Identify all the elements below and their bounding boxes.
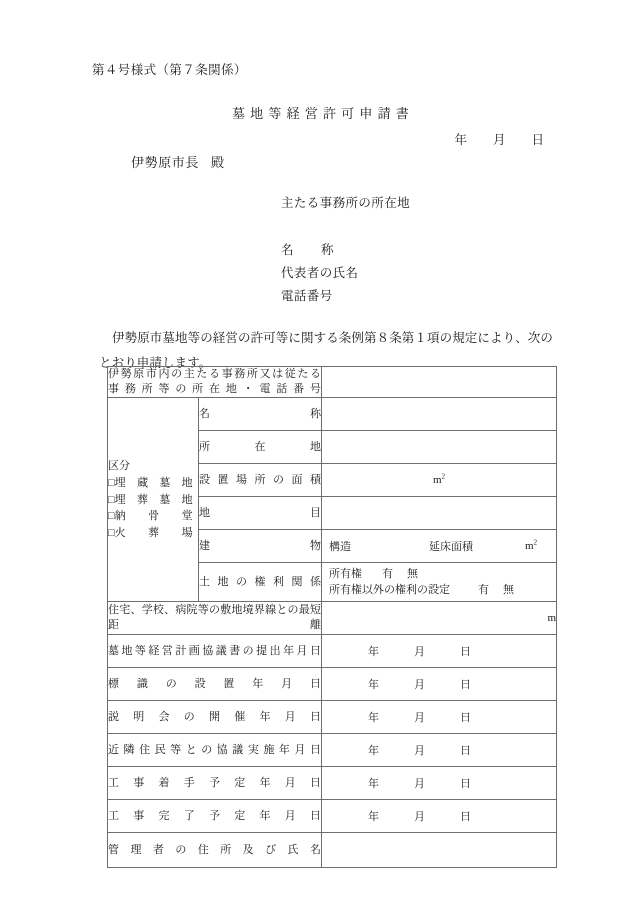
resident-consult-date-label-cell xyxy=(108,734,322,767)
header-date-day: 日 xyxy=(531,133,544,147)
building-label: 建物 xyxy=(199,539,321,552)
ymd-month: 月 xyxy=(414,679,425,691)
ymd-fields xyxy=(322,709,556,725)
ymd-day: 日 xyxy=(460,679,471,691)
sign-install-date-value-cell[interactable] xyxy=(322,668,557,701)
intro-paragraph: 伊勢原市墓地等の経営の許可等に関する条例第８条第１項の規定により、次のとおり申請します。 xyxy=(99,330,554,370)
ownership-yes[interactable]: 有 xyxy=(382,568,393,580)
location-value-cell[interactable] xyxy=(322,431,557,464)
building-label-cell xyxy=(199,530,322,563)
kubun-option-label: 埋葬墓地 xyxy=(114,493,193,506)
min-distance-unit: m xyxy=(547,611,556,624)
construction-end-date-value-cell[interactable] xyxy=(322,800,557,833)
building-floor-area-label: 延床面積 xyxy=(429,541,473,553)
table-row-construction-end-date xyxy=(108,800,557,833)
briefing-date-label-cell xyxy=(108,701,322,734)
checkbox-icon[interactable]: □ xyxy=(108,526,115,539)
building-unit-superscript: 2 xyxy=(533,539,537,547)
ymd-fields xyxy=(322,775,556,791)
table-row-sign-install-date xyxy=(108,668,557,701)
ymd-day: 日 xyxy=(460,646,471,658)
applicant-name-label-part2: 称 xyxy=(321,243,334,257)
min-distance-value-cell[interactable] xyxy=(322,602,557,635)
table-row-min-distance xyxy=(108,602,557,635)
ymd-month: 月 xyxy=(414,712,425,724)
ymd-month: 月 xyxy=(414,778,425,790)
sign-install-date-label-cell xyxy=(108,668,322,701)
kubun-option-noukotsudou[interactable] xyxy=(108,508,198,525)
land-category-label-cell xyxy=(199,497,322,530)
ownership-label: 所有権 xyxy=(329,568,362,580)
manager-label: 管理者の住所及び氏名 xyxy=(108,843,321,856)
area-label: 設置場所の面積 xyxy=(199,473,321,486)
land-rights-label-cell xyxy=(199,563,322,602)
kubun-option-maizou-bochi[interactable] xyxy=(108,475,198,492)
building-unit-text: m xyxy=(525,540,534,552)
applicant-name-label xyxy=(281,239,410,262)
land-rights-options xyxy=(322,566,556,598)
ymd-day: 日 xyxy=(460,712,471,724)
name-label: 名称 xyxy=(199,407,321,420)
applicant-name-label-part1: 名 xyxy=(281,243,294,257)
name-label-cell xyxy=(199,398,322,431)
construction-start-date-label-cell xyxy=(108,767,322,800)
plan-submission-date-label-cell xyxy=(108,635,322,668)
land-rights-value-cell[interactable] xyxy=(322,563,557,602)
plan-submission-date-label: 墓地等経営計画協議書の提出年月日 xyxy=(108,644,321,657)
table-row-construction-start-date xyxy=(108,767,557,800)
ymd-month: 月 xyxy=(414,811,425,823)
ymd-year: 年 xyxy=(368,811,379,823)
building-fields xyxy=(322,538,556,554)
header-date-month: 月 xyxy=(492,133,506,147)
construction-end-date-label-cell xyxy=(108,800,322,833)
kubun-option-kasouba[interactable] xyxy=(108,525,198,542)
applicant-phone-label: 電話番号 xyxy=(281,289,333,303)
briefing-date-value-cell[interactable] xyxy=(322,701,557,734)
ymd-year: 年 xyxy=(368,646,379,658)
table-row-name xyxy=(108,398,557,431)
addressee-name: 伊勢原市長 xyxy=(131,155,200,170)
other-rights-label: 所有権以外の権利の設定 xyxy=(329,584,450,596)
ymd-year: 年 xyxy=(368,679,379,691)
resident-consult-date-label: 近隣住民等との協議実施年月日 xyxy=(108,743,321,756)
kubun-heading: 区分 xyxy=(108,459,130,472)
ymd-month: 月 xyxy=(414,646,425,658)
header-date-year: 年 xyxy=(454,133,467,147)
ymd-month: 月 xyxy=(414,745,425,757)
ymd-year: 年 xyxy=(368,712,379,724)
ymd-year: 年 xyxy=(368,778,379,790)
ymd-year: 年 xyxy=(368,745,379,757)
location-label-cell xyxy=(199,431,322,464)
area-label-cell xyxy=(199,464,322,497)
kubun-option-label: 埋蔵墓地 xyxy=(114,477,193,490)
ymd-fields xyxy=(322,742,556,758)
office-address-label-cell xyxy=(108,367,322,398)
checkbox-icon[interactable]: □ xyxy=(108,510,115,523)
sign-install-date-label: 標識の設置年月日 xyxy=(108,677,321,690)
ymd-day: 日 xyxy=(460,811,471,823)
building-unit xyxy=(525,540,549,552)
name-value-cell[interactable] xyxy=(322,398,557,431)
min-distance-label-cell xyxy=(108,602,322,635)
applicant-representative-label: 代表者の氏名 xyxy=(281,266,359,280)
ymd-day: 日 xyxy=(460,745,471,757)
building-structure-label: 構造 xyxy=(329,541,351,553)
resident-consult-date-value-cell[interactable] xyxy=(322,734,557,767)
ymd-fields xyxy=(322,676,556,692)
land-rights-label: 土地の権利関係 xyxy=(199,575,321,588)
land-rights-line-other xyxy=(329,582,549,598)
area-unit-superscript: 2 xyxy=(441,472,445,480)
other-rights-no[interactable]: 無 xyxy=(503,584,514,596)
min-distance-label: 住宅、学校、病院等の敷地境界線との最短距離 xyxy=(108,604,321,631)
ownership-no[interactable]: 無 xyxy=(407,568,418,580)
office-address-label-line1: 伊勢原市内の主たる事務所又は従たる xyxy=(108,368,321,380)
manager-value-cell[interactable] xyxy=(322,833,557,868)
ymd-fields xyxy=(322,643,556,659)
checkbox-icon[interactable]: □ xyxy=(108,493,115,506)
application-form-table xyxy=(107,366,557,868)
area-value-cell[interactable] xyxy=(322,464,557,497)
kubun-cell xyxy=(108,398,199,602)
table-row-office-address xyxy=(108,367,557,398)
header-date-line xyxy=(454,130,544,148)
form-number: 第４号様式（第７条関係） xyxy=(92,63,247,77)
table-row-briefing-date xyxy=(108,701,557,734)
construction-end-date-label: 工事完了予定年月日 xyxy=(108,809,321,822)
addressee-honorific: 殿 xyxy=(211,155,225,170)
kubun-option-label: 火葬場 xyxy=(114,526,193,539)
ymd-day: 日 xyxy=(460,778,471,790)
applicant-office-location-label: 主たる事務所の所在地 xyxy=(281,196,411,210)
briefing-date-label: 説明会の開催年月日 xyxy=(108,710,321,723)
manager-label-cell xyxy=(108,833,322,868)
kubun-option-label: 納骨堂 xyxy=(114,510,193,523)
construction-start-date-value-cell[interactable] xyxy=(322,767,557,800)
document-title: 墓地等経営許可申請書 xyxy=(231,106,414,121)
land-category-label: 地目 xyxy=(199,506,321,519)
table-row-resident-consult-date xyxy=(108,734,557,767)
table-row-plan-submission-date xyxy=(108,635,557,668)
land-category-value-cell[interactable] xyxy=(322,497,557,530)
building-value-cell[interactable] xyxy=(322,530,557,563)
office-address-value-cell[interactable] xyxy=(322,367,557,398)
location-label: 所在地 xyxy=(199,440,321,453)
construction-start-date-label: 工事着手予定年月日 xyxy=(108,776,321,789)
ymd-fields xyxy=(322,808,556,824)
area-unit: m xyxy=(433,473,442,486)
land-rights-line-ownership xyxy=(329,566,549,582)
addressee xyxy=(131,152,225,171)
table-row-manager xyxy=(108,833,557,868)
applicant-block xyxy=(281,192,410,308)
plan-submission-date-value-cell[interactable] xyxy=(322,635,557,668)
kubun-option-maisou-bochi[interactable] xyxy=(108,492,198,509)
office-address-label-line2: 事務所等の所在地・電話番号 xyxy=(108,383,321,395)
other-rights-yes[interactable]: 有 xyxy=(478,584,489,596)
checkbox-icon[interactable]: □ xyxy=(108,477,115,490)
